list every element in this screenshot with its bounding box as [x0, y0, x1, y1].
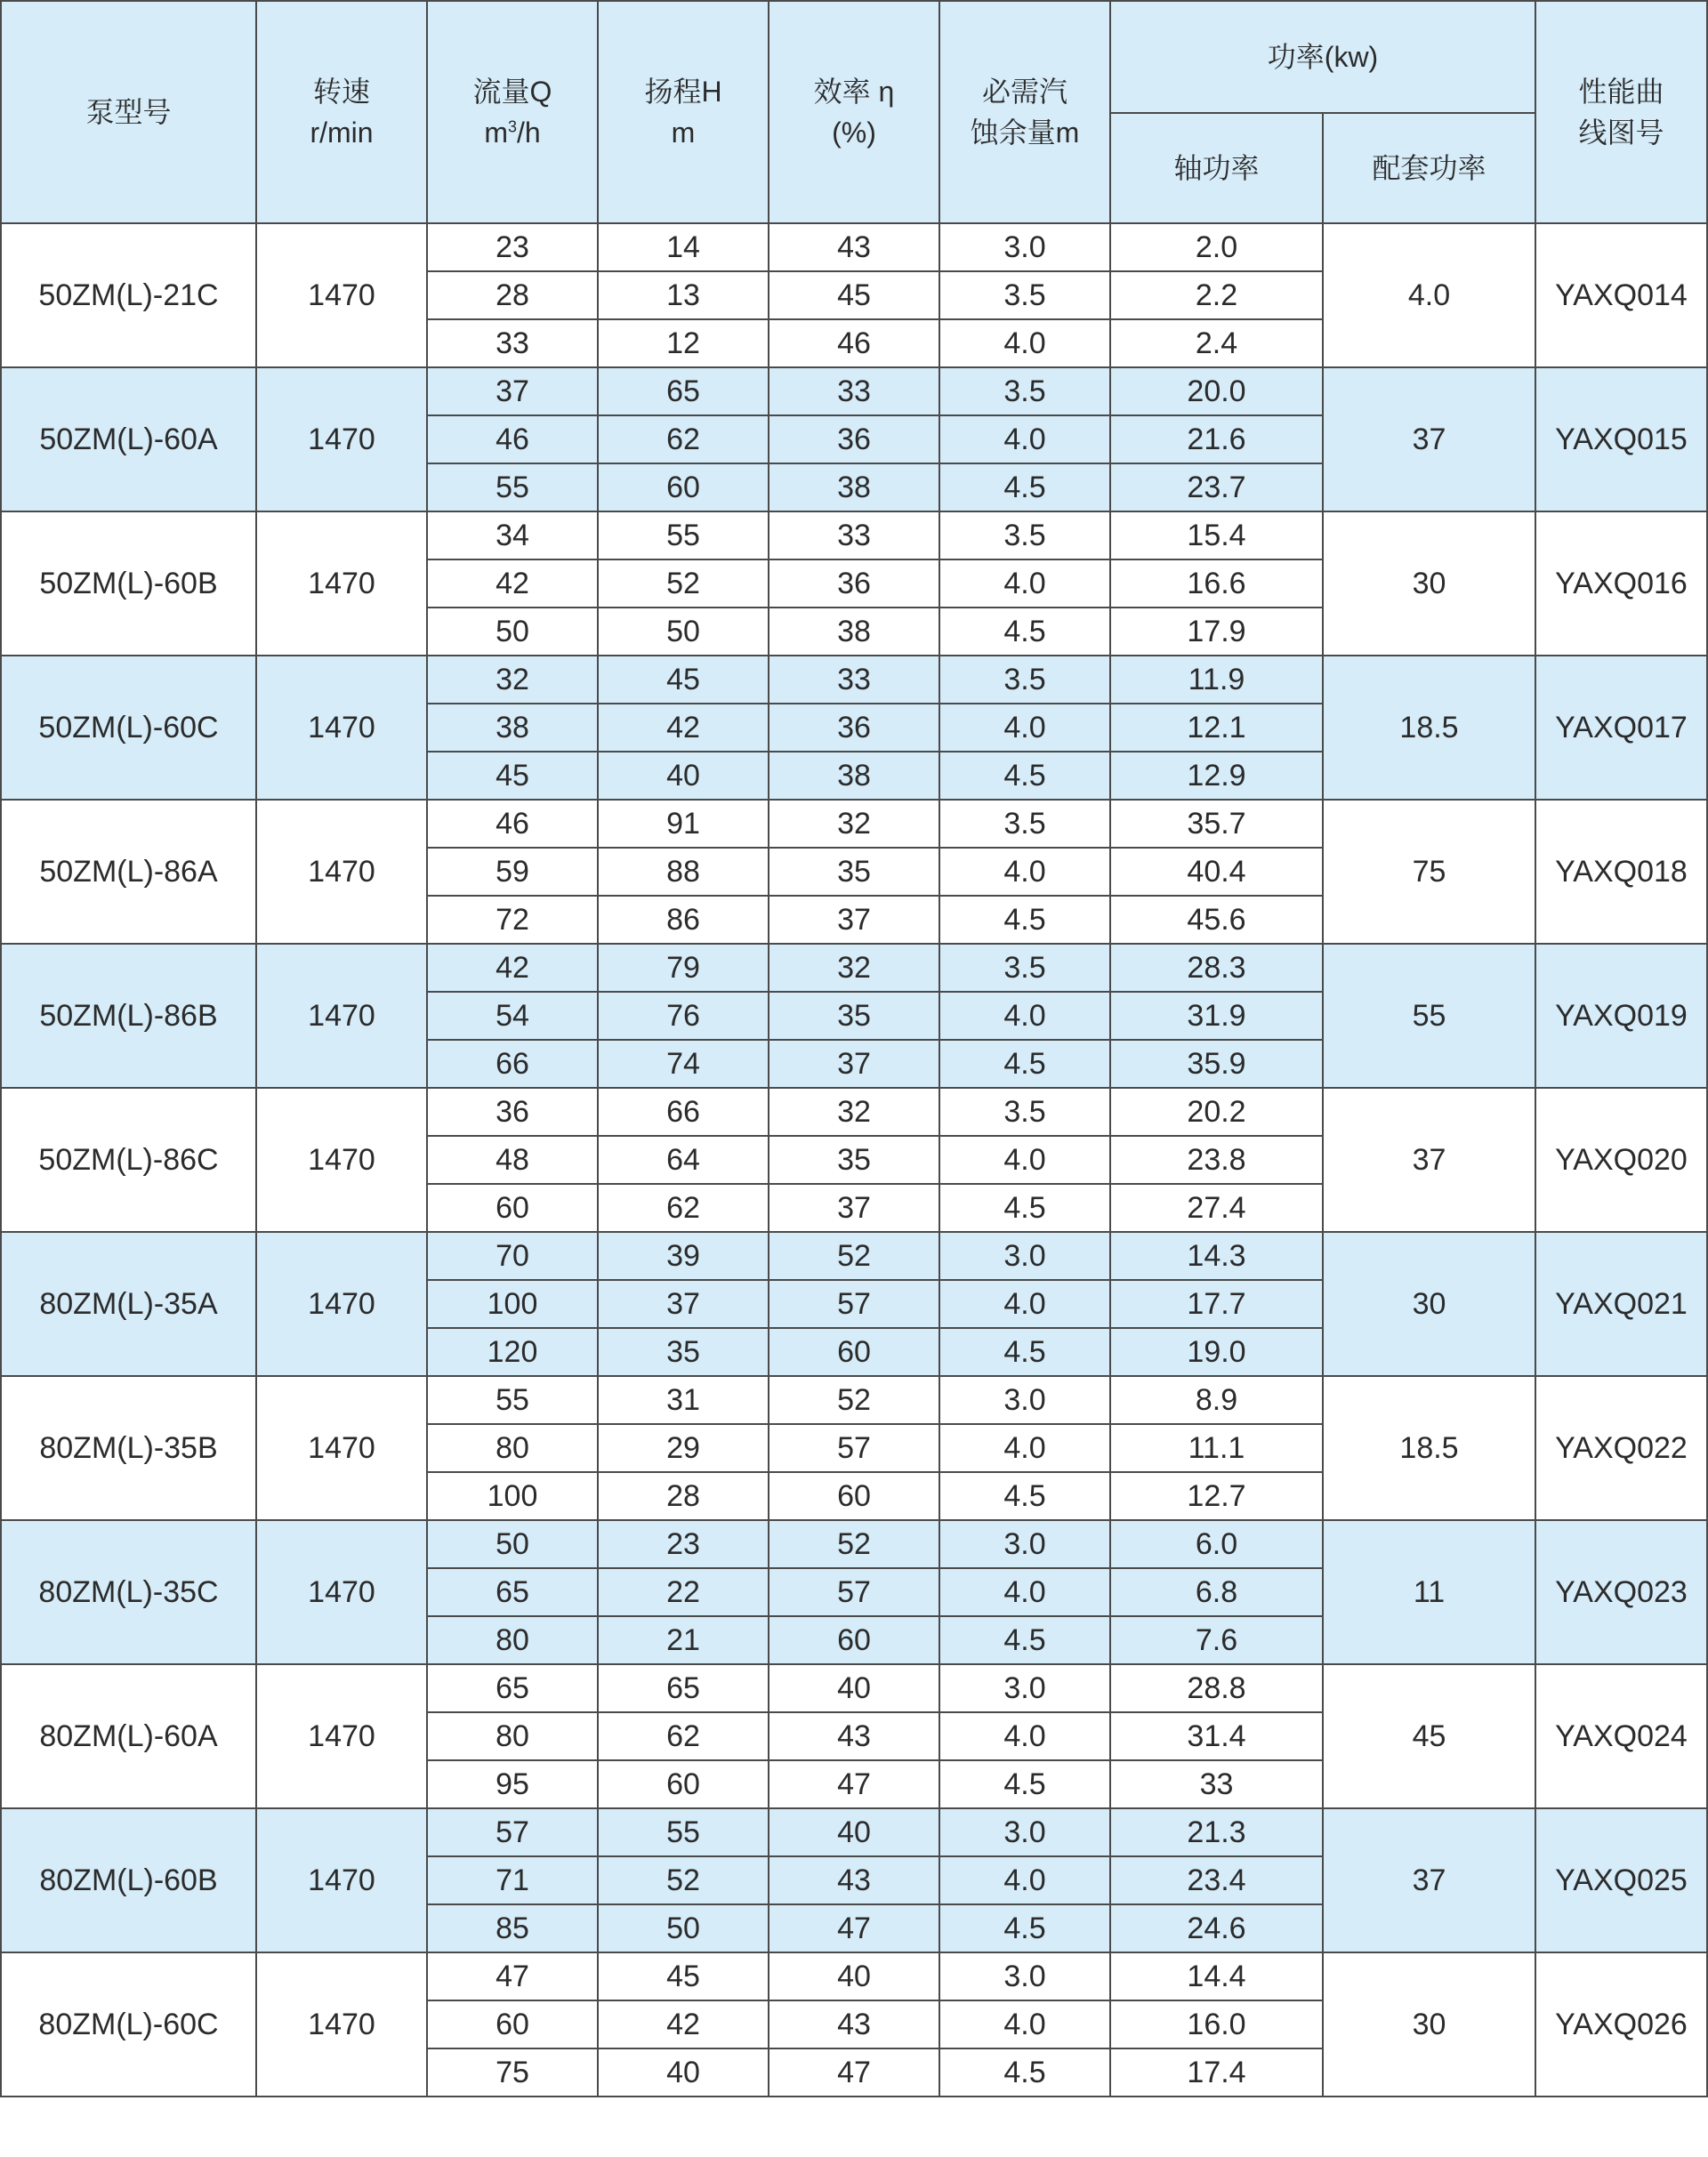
flow-cell: 50 — [427, 608, 598, 656]
efficiency-cell: 35 — [769, 1136, 939, 1184]
npsh-cell: 3.0 — [939, 1664, 1110, 1712]
flow-cell: 38 — [427, 704, 598, 752]
flow-cell: 48 — [427, 1136, 598, 1184]
flow-cell: 85 — [427, 1904, 598, 1952]
table-row — [1, 800, 1707, 848]
shaft-power-cell: 2.0 — [1110, 223, 1323, 271]
flow-cell: 80 — [427, 1712, 598, 1760]
header-power-group: 功率(kw) — [1110, 1, 1535, 113]
header-efficiency: 效率 η (%) — [769, 1, 939, 223]
head-cell: 62 — [598, 415, 769, 463]
npsh-cell: 4.5 — [939, 2048, 1110, 2097]
shaft-power-cell: 6.0 — [1110, 1520, 1323, 1568]
npsh-cell: 4.5 — [939, 896, 1110, 944]
shaft-power-cell: 15.4 — [1110, 511, 1323, 559]
npsh-cell: 4.5 — [939, 1904, 1110, 1952]
curve-cell: YAXQ019 — [1535, 944, 1707, 1088]
head-cell: 65 — [598, 1664, 769, 1712]
head-cell: 21 — [598, 1616, 769, 1664]
efficiency-cell: 32 — [769, 944, 939, 992]
curve-cell: YAXQ022 — [1535, 1376, 1707, 1520]
shaft-power-cell: 20.2 — [1110, 1088, 1323, 1136]
motor-power-cell: 37 — [1323, 1088, 1535, 1232]
npsh-cell: 4.0 — [939, 319, 1110, 367]
head-cell: 42 — [598, 2000, 769, 2048]
table-row — [1, 1520, 1707, 1568]
head-cell: 23 — [598, 1520, 769, 1568]
shaft-power-cell: 28.8 — [1110, 1664, 1323, 1712]
head-cell: 62 — [598, 1712, 769, 1760]
shaft-power-cell: 17.7 — [1110, 1280, 1323, 1328]
table-row — [1, 511, 1707, 559]
shaft-power-cell: 31.4 — [1110, 1712, 1323, 1760]
efficiency-cell: 40 — [769, 1808, 939, 1856]
head-cell: 52 — [598, 1856, 769, 1904]
speed-cell: 1470 — [256, 944, 427, 1088]
npsh-cell: 3.0 — [939, 1808, 1110, 1856]
npsh-cell: 4.5 — [939, 752, 1110, 800]
flow-cell: 66 — [427, 1040, 598, 1088]
head-cell: 22 — [598, 1568, 769, 1616]
efficiency-cell: 47 — [769, 2048, 939, 2097]
flow-cell: 55 — [427, 1376, 598, 1424]
npsh-cell: 4.0 — [939, 1424, 1110, 1472]
npsh-cell: 3.5 — [939, 656, 1110, 704]
shaft-power-cell: 24.6 — [1110, 1904, 1323, 1952]
shaft-power-cell: 35.7 — [1110, 800, 1323, 848]
table-body — [1, 223, 1707, 2097]
npsh-cell: 4.0 — [939, 1856, 1110, 1904]
flow-cell: 65 — [427, 1568, 598, 1616]
efficiency-cell: 33 — [769, 367, 939, 415]
motor-power-cell: 37 — [1323, 1808, 1535, 1952]
flow-cell: 75 — [427, 2048, 598, 2097]
header-shaft-power: 轴功率 — [1110, 113, 1323, 223]
npsh-cell: 4.0 — [939, 415, 1110, 463]
head-cell: 45 — [598, 1952, 769, 2000]
npsh-cell: 4.0 — [939, 1136, 1110, 1184]
efficiency-cell: 60 — [769, 1616, 939, 1664]
flow-cell: 80 — [427, 1616, 598, 1664]
shaft-power-cell: 12.1 — [1110, 704, 1323, 752]
motor-power-cell: 75 — [1323, 800, 1535, 944]
head-cell: 52 — [598, 559, 769, 608]
shaft-power-cell: 23.7 — [1110, 463, 1323, 511]
flow-cell: 95 — [427, 1760, 598, 1808]
head-cell: 37 — [598, 1280, 769, 1328]
shaft-power-cell: 12.9 — [1110, 752, 1323, 800]
head-cell: 65 — [598, 367, 769, 415]
npsh-cell: 3.5 — [939, 800, 1110, 848]
shaft-power-cell: 40.4 — [1110, 848, 1323, 896]
npsh-cell: 3.0 — [939, 1376, 1110, 1424]
head-cell: 45 — [598, 656, 769, 704]
head-cell: 60 — [598, 463, 769, 511]
table-row — [1, 367, 1707, 415]
shaft-power-cell: 27.4 — [1110, 1184, 1323, 1232]
efficiency-cell: 40 — [769, 1952, 939, 2000]
head-cell: 39 — [598, 1232, 769, 1280]
header-curve: 性能曲 线图号 — [1535, 1, 1707, 223]
model-cell: 50ZM(L)-60A — [1, 367, 256, 511]
shaft-power-cell: 14.4 — [1110, 1952, 1323, 2000]
speed-cell: 1470 — [256, 367, 427, 511]
shaft-power-cell: 11.9 — [1110, 656, 1323, 704]
motor-power-cell: 18.5 — [1323, 656, 1535, 800]
shaft-power-cell: 7.6 — [1110, 1616, 1323, 1664]
speed-cell: 1470 — [256, 1664, 427, 1808]
flow-cell: 60 — [427, 2000, 598, 2048]
npsh-cell: 4.0 — [939, 992, 1110, 1040]
model-cell: 50ZM(L)-86B — [1, 944, 256, 1088]
shaft-power-cell: 21.6 — [1110, 415, 1323, 463]
head-cell: 13 — [598, 271, 769, 319]
shaft-power-cell: 11.1 — [1110, 1424, 1323, 1472]
shaft-power-cell: 17.4 — [1110, 2048, 1323, 2097]
head-cell: 88 — [598, 848, 769, 896]
flow-cell: 45 — [427, 752, 598, 800]
shaft-power-cell: 12.7 — [1110, 1472, 1323, 1520]
npsh-cell: 3.5 — [939, 271, 1110, 319]
head-cell: 42 — [598, 704, 769, 752]
speed-cell: 1470 — [256, 223, 427, 367]
npsh-cell: 3.0 — [939, 1520, 1110, 1568]
npsh-cell: 4.5 — [939, 1040, 1110, 1088]
table-row — [1, 1088, 1707, 1136]
motor-power-cell: 45 — [1323, 1664, 1535, 1808]
table-row — [1, 1664, 1707, 1712]
flow-cell: 55 — [427, 463, 598, 511]
efficiency-cell: 60 — [769, 1328, 939, 1376]
head-cell: 76 — [598, 992, 769, 1040]
header-model: 泵型号 — [1, 1, 256, 223]
npsh-cell: 4.0 — [939, 1280, 1110, 1328]
flow-cell: 54 — [427, 992, 598, 1040]
curve-cell: YAXQ020 — [1535, 1088, 1707, 1232]
npsh-cell: 4.5 — [939, 463, 1110, 511]
header-motor-power: 配套功率 — [1323, 113, 1535, 223]
head-cell: 55 — [598, 1808, 769, 1856]
efficiency-cell: 35 — [769, 992, 939, 1040]
efficiency-cell: 46 — [769, 319, 939, 367]
shaft-power-cell: 28.3 — [1110, 944, 1323, 992]
efficiency-cell: 52 — [769, 1232, 939, 1280]
npsh-cell: 4.0 — [939, 559, 1110, 608]
head-cell: 60 — [598, 1760, 769, 1808]
flow-cell: 37 — [427, 367, 598, 415]
head-cell: 40 — [598, 752, 769, 800]
efficiency-cell: 37 — [769, 1040, 939, 1088]
efficiency-cell: 60 — [769, 1472, 939, 1520]
npsh-cell: 3.5 — [939, 1088, 1110, 1136]
efficiency-cell: 43 — [769, 1712, 939, 1760]
efficiency-cell: 36 — [769, 559, 939, 608]
flow-cell: 71 — [427, 1856, 598, 1904]
flow-cell: 57 — [427, 1808, 598, 1856]
efficiency-cell: 37 — [769, 896, 939, 944]
npsh-cell: 4.5 — [939, 608, 1110, 656]
head-cell: 62 — [598, 1184, 769, 1232]
model-cell: 80ZM(L)-60A — [1, 1664, 256, 1808]
efficiency-cell: 38 — [769, 608, 939, 656]
model-cell: 80ZM(L)-35A — [1, 1232, 256, 1376]
shaft-power-cell: 16.0 — [1110, 2000, 1323, 2048]
shaft-power-cell: 31.9 — [1110, 992, 1323, 1040]
curve-cell: YAXQ018 — [1535, 800, 1707, 944]
shaft-power-cell: 8.9 — [1110, 1376, 1323, 1424]
efficiency-cell: 38 — [769, 752, 939, 800]
model-cell: 50ZM(L)-60B — [1, 511, 256, 656]
flow-cell: 70 — [427, 1232, 598, 1280]
motor-power-cell: 18.5 — [1323, 1376, 1535, 1520]
efficiency-cell: 36 — [769, 704, 939, 752]
efficiency-cell: 45 — [769, 271, 939, 319]
shaft-power-cell: 17.9 — [1110, 608, 1323, 656]
curve-cell: YAXQ026 — [1535, 1952, 1707, 2097]
flow-cell: 60 — [427, 1184, 598, 1232]
model-cell: 80ZM(L)-60B — [1, 1808, 256, 1952]
efficiency-cell: 43 — [769, 223, 939, 271]
head-cell: 86 — [598, 896, 769, 944]
table-row — [1, 1232, 1707, 1280]
flow-cell: 33 — [427, 319, 598, 367]
shaft-power-cell: 35.9 — [1110, 1040, 1323, 1088]
head-cell: 29 — [598, 1424, 769, 1472]
npsh-cell: 4.0 — [939, 704, 1110, 752]
motor-power-cell: 30 — [1323, 1952, 1535, 2097]
npsh-cell: 4.5 — [939, 1472, 1110, 1520]
shaft-power-cell: 45.6 — [1110, 896, 1323, 944]
table-row — [1, 223, 1707, 271]
efficiency-cell: 36 — [769, 415, 939, 463]
speed-cell: 1470 — [256, 511, 427, 656]
flow-cell: 72 — [427, 896, 598, 944]
speed-cell: 1470 — [256, 1952, 427, 2097]
head-cell: 35 — [598, 1328, 769, 1376]
shaft-power-cell: 16.6 — [1110, 559, 1323, 608]
npsh-cell: 3.0 — [939, 223, 1110, 271]
header-npsh: 必需汽 蚀余量m — [939, 1, 1110, 223]
curve-cell: YAXQ014 — [1535, 223, 1707, 367]
flow-cell: 36 — [427, 1088, 598, 1136]
shaft-power-cell: 23.4 — [1110, 1856, 1323, 1904]
npsh-cell: 4.0 — [939, 1568, 1110, 1616]
motor-power-cell: 55 — [1323, 944, 1535, 1088]
head-cell: 40 — [598, 2048, 769, 2097]
npsh-cell: 4.0 — [939, 2000, 1110, 2048]
model-cell: 80ZM(L)-35C — [1, 1520, 256, 1664]
shaft-power-cell: 14.3 — [1110, 1232, 1323, 1280]
npsh-cell: 4.0 — [939, 848, 1110, 896]
speed-cell: 1470 — [256, 1232, 427, 1376]
head-cell: 31 — [598, 1376, 769, 1424]
efficiency-cell: 47 — [769, 1904, 939, 1952]
efficiency-cell: 33 — [769, 656, 939, 704]
npsh-cell: 4.5 — [939, 1184, 1110, 1232]
table-header — [1, 1, 1707, 223]
efficiency-cell: 52 — [769, 1376, 939, 1424]
efficiency-cell: 52 — [769, 1520, 939, 1568]
head-cell: 50 — [598, 608, 769, 656]
npsh-cell: 3.5 — [939, 511, 1110, 559]
npsh-cell: 4.5 — [939, 1616, 1110, 1664]
curve-cell: YAXQ021 — [1535, 1232, 1707, 1376]
table-row — [1, 656, 1707, 704]
npsh-cell: 3.5 — [939, 367, 1110, 415]
motor-power-cell: 4.0 — [1323, 223, 1535, 367]
model-cell: 80ZM(L)-60C — [1, 1952, 256, 2097]
head-cell: 66 — [598, 1088, 769, 1136]
efficiency-cell: 37 — [769, 1184, 939, 1232]
flow-cell: 28 — [427, 271, 598, 319]
efficiency-cell: 47 — [769, 1760, 939, 1808]
efficiency-cell: 57 — [769, 1568, 939, 1616]
head-cell: 55 — [598, 511, 769, 559]
efficiency-cell: 57 — [769, 1424, 939, 1472]
efficiency-cell: 40 — [769, 1664, 939, 1712]
flow-cell: 65 — [427, 1664, 598, 1712]
motor-power-cell: 30 — [1323, 1232, 1535, 1376]
table-row — [1, 1376, 1707, 1424]
efficiency-cell: 32 — [769, 1088, 939, 1136]
efficiency-cell: 33 — [769, 511, 939, 559]
motor-power-cell: 37 — [1323, 367, 1535, 511]
model-cell: 50ZM(L)-86C — [1, 1088, 256, 1232]
head-cell: 74 — [598, 1040, 769, 1088]
curve-cell: YAXQ025 — [1535, 1808, 1707, 1952]
flow-cell: 46 — [427, 800, 598, 848]
head-cell: 91 — [598, 800, 769, 848]
shaft-power-cell: 19.0 — [1110, 1328, 1323, 1376]
header-head: 扬程H m — [598, 1, 769, 223]
curve-cell: YAXQ017 — [1535, 656, 1707, 800]
curve-cell: YAXQ015 — [1535, 367, 1707, 511]
npsh-cell: 4.5 — [939, 1328, 1110, 1376]
table-row — [1, 944, 1707, 992]
shaft-power-cell: 2.2 — [1110, 271, 1323, 319]
shaft-power-cell: 20.0 — [1110, 367, 1323, 415]
speed-cell: 1470 — [256, 800, 427, 944]
curve-cell: YAXQ024 — [1535, 1664, 1707, 1808]
flow-cell: 80 — [427, 1424, 598, 1472]
motor-power-cell: 30 — [1323, 511, 1535, 656]
flow-cell: 59 — [427, 848, 598, 896]
motor-power-cell: 11 — [1323, 1520, 1535, 1664]
speed-cell: 1470 — [256, 1376, 427, 1520]
npsh-cell: 4.5 — [939, 1760, 1110, 1808]
efficiency-cell: 35 — [769, 848, 939, 896]
shaft-power-cell: 33 — [1110, 1760, 1323, 1808]
flow-cell: 100 — [427, 1472, 598, 1520]
table-row — [1, 1808, 1707, 1856]
model-cell: 50ZM(L)-86A — [1, 800, 256, 944]
npsh-cell: 3.0 — [939, 1232, 1110, 1280]
flow-cell: 47 — [427, 1952, 598, 2000]
shaft-power-cell: 23.8 — [1110, 1136, 1323, 1184]
header-flow: 流量Q $m^3/h$ — [427, 1, 598, 223]
speed-cell: 1470 — [256, 1808, 427, 1952]
head-cell: 14 — [598, 223, 769, 271]
speed-cell: 1470 — [256, 1520, 427, 1664]
efficiency-cell: 57 — [769, 1280, 939, 1328]
shaft-power-cell: 2.4 — [1110, 319, 1323, 367]
flow-cell: 32 — [427, 656, 598, 704]
head-cell: 79 — [598, 944, 769, 992]
shaft-power-cell: 21.3 — [1110, 1808, 1323, 1856]
speed-cell: 1470 — [256, 656, 427, 800]
flow-cell: 34 — [427, 511, 598, 559]
shaft-power-cell: 6.8 — [1110, 1568, 1323, 1616]
speed-cell: 1470 — [256, 1088, 427, 1232]
header-speed: 转速 r/min — [256, 1, 427, 223]
efficiency-cell: 38 — [769, 463, 939, 511]
model-cell: 50ZM(L)-60C — [1, 656, 256, 800]
npsh-cell: 3.0 — [939, 1952, 1110, 2000]
flow-cell: 23 — [427, 223, 598, 271]
npsh-cell: 3.5 — [939, 944, 1110, 992]
model-cell: 80ZM(L)-35B — [1, 1376, 256, 1520]
head-cell: 64 — [598, 1136, 769, 1184]
flow-cell: 50 — [427, 1520, 598, 1568]
efficiency-cell: 43 — [769, 1856, 939, 1904]
curve-cell: YAXQ016 — [1535, 511, 1707, 656]
head-cell: 12 — [598, 319, 769, 367]
flow-cell: 42 — [427, 944, 598, 992]
head-cell: 50 — [598, 1904, 769, 1952]
flow-cell: 46 — [427, 415, 598, 463]
model-cell: 50ZM(L)-21C — [1, 223, 256, 367]
flow-cell: 42 — [427, 559, 598, 608]
head-cell: 28 — [598, 1472, 769, 1520]
table-row — [1, 1952, 1707, 2000]
flow-cell: 120 — [427, 1328, 598, 1376]
efficiency-cell: 43 — [769, 2000, 939, 2048]
curve-cell: YAXQ023 — [1535, 1520, 1707, 1664]
flow-cell: 100 — [427, 1280, 598, 1328]
npsh-cell: 4.0 — [939, 1712, 1110, 1760]
efficiency-cell: 32 — [769, 800, 939, 848]
